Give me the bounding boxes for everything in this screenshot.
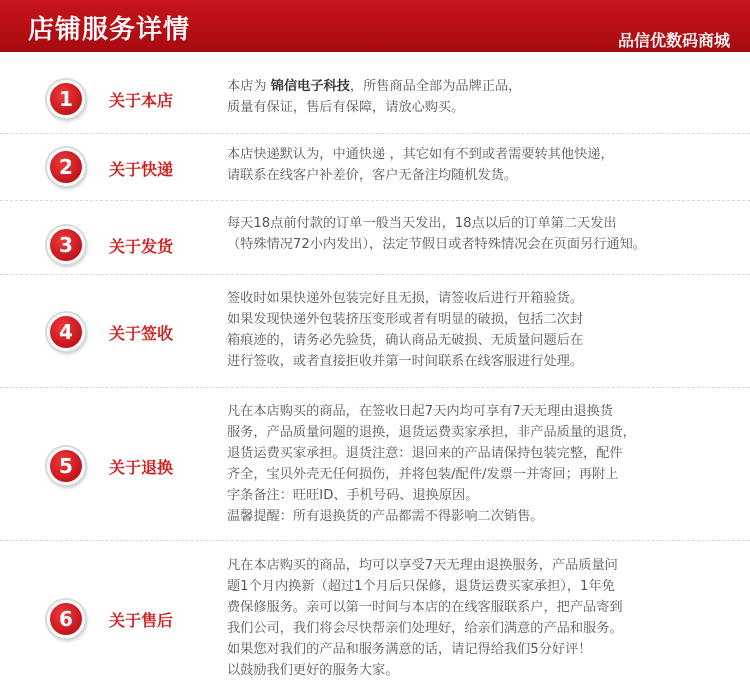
section-body-signing — [227, 288, 717, 372]
divider — [0, 274, 750, 275]
body-line: 题1个月内换新（超过1个月后只保修，退货运费买家承担），1年免 — [227, 579, 615, 594]
body-line: 我们公司，我们将会尽快帮亲们处理好，给亲们满意的产品和服务。 — [227, 621, 623, 636]
body-line: 凡在本店购买的商品，在签收日起7天内均可享有7天无理由退换货 — [227, 404, 614, 419]
divider — [0, 200, 750, 201]
section-label-shipping: 关于快递 — [109, 160, 174, 179]
body-line: 每天18点前付款的订单一般当天发出，18点以后的订单第二天发出 — [227, 216, 617, 231]
section-body-delivery — [227, 213, 717, 255]
section-label-after-sales: 关于售后 — [109, 611, 174, 630]
section-body-about-store — [227, 76, 717, 118]
divider — [0, 387, 750, 388]
body-line: 如果发现快递外包装挤压变形或者有明显的破损，包括二次封 — [227, 312, 584, 327]
body-line: 箱痕迹的，请务必先验货，确认商品无破损、无质量问题后在 — [227, 333, 584, 348]
body-line: 字条备注：旺旺ID、手机号码、退换原因。 — [227, 488, 479, 503]
page-title: 店铺服务详情 — [28, 15, 191, 45]
section-body-returns — [227, 401, 717, 527]
body-line: 服务，产品质量问题的退换，退货运费卖家承担，非产品质量的退货， — [227, 425, 636, 440]
divider — [0, 133, 750, 134]
body-line: 以鼓励我们更好的服务大家。 — [227, 663, 399, 678]
body-line: 齐全，宝贝外壳无任何损伤，并将包装/配件/发票一并寄回；再附上 — [227, 467, 619, 482]
section-number-badge: 2 — [47, 148, 85, 186]
shop-name: 品信优数码商城 — [617, 31, 730, 50]
section-body-shipping — [227, 144, 717, 186]
body-line: 质量有保证，售后有保障，请放心购买。 — [227, 100, 465, 115]
section-label-about-store: 关于本店 — [109, 91, 174, 110]
section-label-delivery: 关于发货 — [109, 237, 174, 256]
body-line: 进行签收，或者直接拒收并第一时间联系在线客服进行处理。 — [227, 354, 584, 369]
body-text: 本店为 — [227, 79, 271, 94]
section-number-badge: 3 — [47, 226, 85, 264]
section-number-badge: 1 — [47, 80, 85, 118]
body-line: 签收时如果快递外包装完好且无损，请签收后进行开箱验货。 — [227, 291, 584, 306]
section-number-badge: 6 — [47, 600, 85, 638]
section-body-after-sales — [227, 555, 717, 681]
section-number-badge: 5 — [47, 447, 85, 485]
body-line: 费保修服务。亲可以第一时间与本店的在线客服联系户，把产品寄到 — [227, 600, 623, 615]
body-line: 温馨提醒：所有退换货的产品都需不得影响二次销售。 — [227, 509, 544, 524]
body-line: 凡在本店购买的商品，均可以享受7天无理由退换服务，产品质量问 — [227, 558, 618, 573]
section-label-signing: 关于签收 — [109, 324, 174, 343]
body-line: 本店快递默认为，中通快递 ，其它如有不到或者需要转其他快递， — [227, 147, 614, 162]
body-line: 退货运费买家承担。退货注意：退回来的产品请保持包装完整，配件 — [227, 446, 623, 461]
body-line: （特殊情况72小内发出），法定节假日或者特殊情况会在页面另行通知。 — [227, 237, 646, 252]
divider — [0, 540, 750, 541]
section-label-returns: 关于退换 — [109, 458, 174, 477]
store-company-name: 锦信电子科技 — [270, 79, 350, 94]
section-number-badge: 4 — [47, 313, 85, 351]
body-text: ，所售商品全部为品牌正品， — [349, 79, 522, 94]
body-line: 如果您对我们的产品和服务满意的话，请记得给我们5分好评！ — [227, 642, 592, 657]
page-header — [0, 0, 750, 52]
body-line: 请联系在线客户补差价，客户无备注均随机发货。 — [227, 168, 518, 183]
